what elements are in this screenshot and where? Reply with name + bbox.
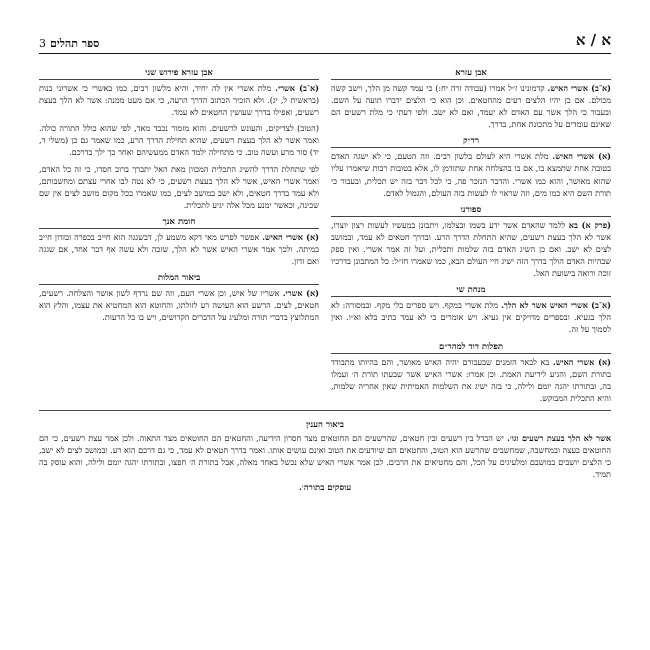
section-text	[331, 356, 611, 404]
section-text	[39, 122, 319, 158]
commentary-section	[331, 204, 611, 279]
body-text: קדמונינו ז״ל אמרו (עבודה זרה יח:) כי עמד קשה מן הלך, וישב קשה מכולם. אם כן יהיו הלצים רעים מהחטאים. וכן הוא כי הלצים ידברו תועה על השם. ובעבור כי הלך אשר עם האדם לא יעמד, ואם לא ישב. ולפי דעתי כי מלת רשעים הם שאינם עומדים על מתכונת אחת, בדרך.	[331, 83, 611, 130]
commentary-section	[331, 67, 611, 130]
lead-word: אשר לא הלך בעצת רשעים וגו׳.	[507, 432, 612, 443]
body-text: (הטוב) לצדיקים, והעונש לרשעים. והוא מזמור נכבד מאד, לפי שהוא כולל התורה כולה. ואמר אשר לא הלך בעצת רשעים, שהיא תחילת הדרך הרע, כמו שאמר גם כן (משלי ד, יד) סור מרע ועשה טוב. כי מתחילה ילמד האדם ממעשיהם ואחר כך ילך בדרכם.	[39, 123, 319, 158]
body-text: מלת אשרי אין לה יחיד, והיא מלשון רבים, כמו באשרי כי אשרוני בנות (בראשית ל, יג). ולא הזכיר הכתוב הדרך הרעה, כי אם מעט ממנה: אשר לא הלך בעצת רשעים, ואפילו בדרך שעושין החטאים לא עמד.	[39, 83, 319, 118]
section-title: אבן עזרא	[331, 67, 611, 80]
closing-line: עוסקים בתורה׳.	[298, 483, 352, 494]
lead-word: (א־ב) אשרי.	[275, 83, 319, 93]
lead-word: (א־ב) אשרי האיש.	[547, 83, 611, 93]
commentary-section	[331, 284, 611, 335]
section-text	[331, 82, 611, 130]
section-text	[331, 219, 611, 279]
book-title: ספר תהלים	[50, 37, 100, 50]
lead-word: (א־ב) אשרי האיש אשר לא הלך.	[501, 300, 611, 311]
section-title: רד״ק	[331, 135, 611, 148]
section-title: ביאור הענין	[306, 419, 344, 430]
body-text: מלת אשרי במקף. ויש ספרים בלי מקף. ובמסורה: לא הלך בגעיא. ובספרים מדויקים אין געיא. ויש אומרים כי לא עמד כתיב בלא וא״ו. ואין לסמוך על זה.	[331, 300, 611, 335]
page-number: 3	[39, 37, 46, 50]
section-title: אבן עזרא פירוש שני	[39, 67, 319, 80]
section-text	[39, 287, 319, 323]
section-text	[39, 163, 319, 211]
section-text	[331, 299, 611, 335]
chapter-verse: א / א	[575, 31, 611, 49]
lead-word: (א) אשרי האיש.	[552, 151, 611, 162]
body-text: יש הבדל בין רשעים ובין חטאים, שהרשעים הם החוטאים מצד חסרון הידיעה, והחטאים הם החוטאים מצד התאוה. ולכן אמר עצת רשעים, כי הם החוטאים בעצה ובמחשבה, שמחשבים שהרשע הוא הטוב, והחטאים הם שיודעים את הטוב ואינם עושים אותו. ואמר בדרך חטאים לא עמד, כי גם דרכם הוא רע. ובמושב לצים לא ישב, כי הלצים יושבים במושבם ומלעיגים על הכל, והם מחטיאים את הרבים. לכן אמר אשרי האיש שלא נכשל באחד מאלה, אבל בתורת ה׳ חפצו, ובתורתו יהגה יומם ולילה, והוא עוסק בה תמיד.	[39, 432, 611, 480]
section-title: ספורנו	[331, 204, 611, 217]
lead-word: (א) אשרי האיש.	[552, 356, 612, 367]
body-text: אשריו של איש, וכן אשרי העם, וזה שם נרדף לשון אושר והצלחה. רשעים, חטאים, לצים. הרשע הוא העושה רע לזולתו, והחוטא הוא המחטיא את עצמו, והלץ הוא המתלוצץ בדברי תורה ומלעיג על הדברים הקדושים, ויש בו כל הרעות.	[39, 288, 319, 323]
section-title: ביאור המלות	[39, 272, 319, 285]
lead-word: (א) אשרי האיש.	[262, 231, 319, 242]
section-title: מנחת שי	[331, 284, 611, 297]
commentary-columns	[39, 62, 611, 404]
section-text	[331, 150, 611, 198]
running-head	[39, 37, 99, 50]
commentary-section	[331, 341, 611, 404]
commentary-section	[39, 216, 319, 267]
commentary-section	[39, 118, 319, 158]
section-text	[39, 231, 319, 267]
lead-word: (א) אשרי.	[282, 288, 319, 299]
commentary-section	[39, 272, 319, 323]
body-text: בא לבאר הזמנים שבעבורם יהיה האיש מאושר, והם בהיותו מתבודד בתורת השם, והגיע לידיעת האמת. וכן אמרו: אשרי האיש אשר שבעתו תורת ה׳ ועמלו בה, ובתורתו יהגה יומם ולילה, כי בזה ישיג את השלמות האמיתית שאין אחריה שלמות, והיא התכלית המבוקש.	[331, 356, 611, 403]
full-width-commentary	[39, 410, 611, 493]
left-column	[39, 62, 319, 404]
body-text: אפשר לפרש מאי דקא משמע לן, דבשגגה הוא חייב בכפרה ובזדון חייב במיתה. ולכך אמר אשרי האיש אשר לא הלך, שזכה ולא עשה אף דבר אחד, אם שגגה ואם זדון.	[39, 231, 319, 267]
body-text: ללמד שהאדם אשר ידע בשמו ובצלמו, ויתבונן במעשיו לעשות רצון יוצרו, אשר לא הלך בעצת רשעים, שהיא התחלת הדרך הרע. ובדרך חטאים לא עמד, ובמושב לצים לא ישב. ואם כן השיג האדם בזה שלמות ותכלית, ועל זה אמר אשרי. ואין ספק שבהיות האדם הולך בדרך הזה ישיג חיי העולם הבא, כמו שאמרו חז״ל: כל המתבונן בדרכיו זוכה ורואה בישועת האל.	[331, 219, 611, 279]
section-text	[39, 432, 611, 480]
commentary-section	[39, 159, 319, 211]
commentary-section	[331, 135, 611, 198]
lead-word: (פרק א) בא	[568, 219, 611, 230]
right-column	[331, 62, 611, 404]
body-text: לפי שתחלת הדרך להשיג התכלית המכוון מאת האל יתברך ברוב חסדו, כי זה כל האדם, ואמר אשרי האיש, אשר לא הלך בעצת רשעים, כי לא נטה לבו אחרי עצתם ומחשבותם, ולא עמד בדרך חטאים, ולא ישב במושב לצים, כמו שאמרו בכל מקום מושב לצים אין שם שכינה, וכאשר ימנע מכל אלה יגיע לתכלית.	[39, 163, 319, 210]
section-text	[39, 82, 319, 118]
section-title: חומת אנך	[39, 216, 319, 229]
section-title: תפלות דוד למהר״ם	[331, 341, 611, 354]
body-text: מלת אשרי היא לעולם בלשון רבים. וזה הטעם, כי לא ישגה האדם בטובה אחת שתמצא בו, אם בו בהצלחה אחת שתזדמן לו, אלא בטובות רבות שיאמרו עליו שהוא מאושר, והוא כמו אשרי. והדבר הנזכר פה, כי לכל דבר בזה יש תכלית, ובעבור כי תורת השם היא כמו מים, וזה שראוי לו לעשות בזה העולם, והגמול לאדם.	[331, 151, 611, 198]
commentary-section	[39, 67, 319, 118]
page-header	[39, 30, 611, 54]
